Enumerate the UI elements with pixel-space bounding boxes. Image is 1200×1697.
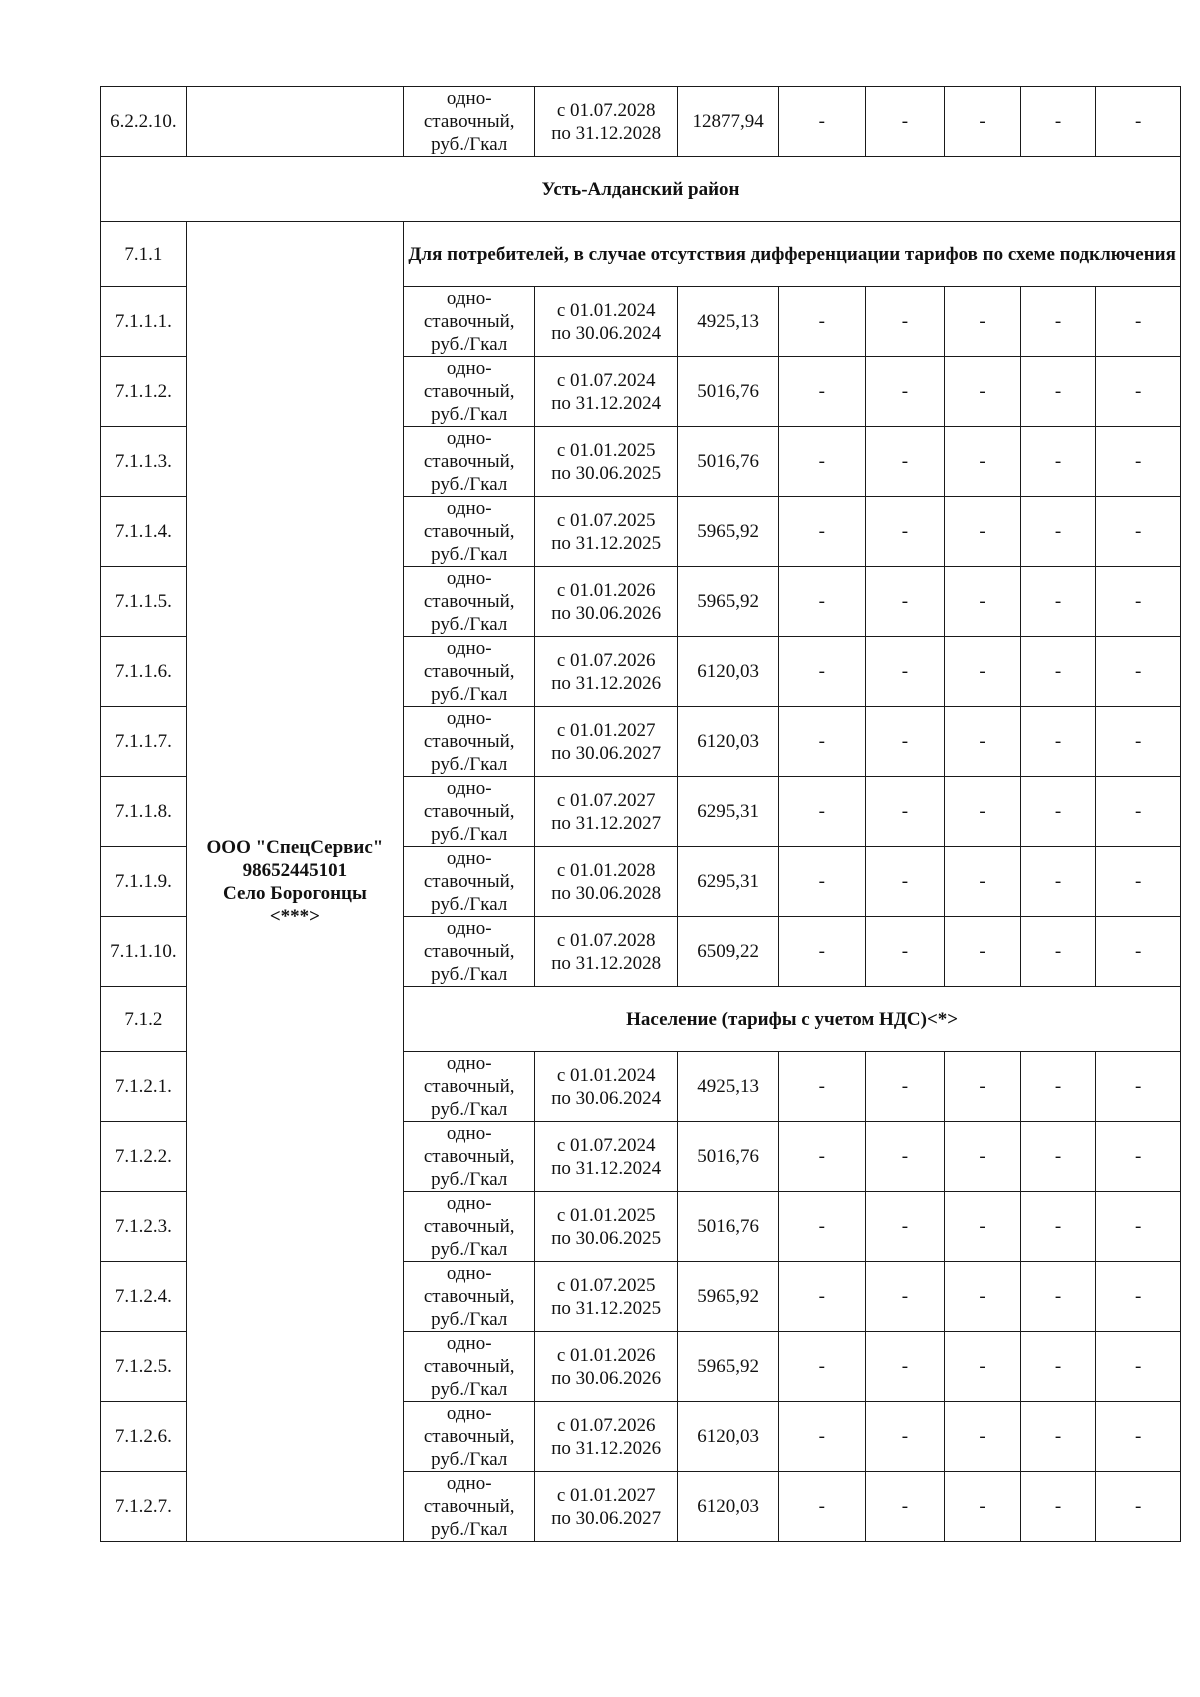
- period-line: по 31.12.2025: [551, 532, 662, 554]
- period-line: с 01.07.2025: [556, 509, 656, 531]
- period-cell: [535, 1192, 678, 1262]
- period-line: с 01.01.2028: [556, 859, 656, 881]
- row-number: 7.1.1.10.: [101, 917, 187, 987]
- row-number: 7.1.2.7.: [101, 1472, 187, 1542]
- empty-value-cell: -: [945, 1472, 1021, 1542]
- period-cell: [535, 567, 678, 637]
- empty-value-cell: -: [1096, 847, 1181, 917]
- empty-value-cell: -: [1020, 287, 1096, 357]
- row-number: 7.1.1.8.: [101, 777, 187, 847]
- period-line: с 01.01.2025: [556, 439, 656, 461]
- period-line: по 30.06.2026: [551, 1367, 662, 1389]
- empty-value-cell: -: [1020, 1262, 1096, 1332]
- tariff-value-cell: 4925,13: [678, 1052, 779, 1122]
- tariff-method-cell: [404, 1192, 535, 1262]
- method-line: руб./Гкал: [431, 754, 508, 775]
- organization-locality: Село Борогонцы: [223, 882, 367, 904]
- row-number: 7.1.1.5.: [101, 567, 187, 637]
- empty-value-cell: -: [778, 357, 865, 427]
- tariff-table: [100, 86, 1181, 1542]
- method-line: одно-: [446, 1263, 492, 1284]
- tariff-value-cell: 5016,76: [678, 1122, 779, 1192]
- method-line: руб./Гкал: [431, 1519, 508, 1540]
- empty-value-cell: -: [1096, 917, 1181, 987]
- method-line: ставочный,: [423, 451, 515, 472]
- period-cell: [535, 357, 678, 427]
- method-line: руб./Гкал: [431, 134, 508, 155]
- period-line: по 30.06.2025: [551, 1227, 662, 1249]
- empty-value-cell: -: [1096, 777, 1181, 847]
- empty-value-cell: -: [865, 917, 945, 987]
- period-line: по 31.12.2028: [551, 122, 662, 144]
- empty-value-cell: -: [778, 1052, 865, 1122]
- method-line: одно-: [446, 1053, 492, 1074]
- empty-value-cell: -: [1020, 637, 1096, 707]
- empty-value-cell: -: [1020, 497, 1096, 567]
- tariff-value-cell: 6120,03: [678, 707, 779, 777]
- empty-value-cell: -: [1020, 1052, 1096, 1122]
- method-line: ставочный,: [423, 521, 515, 542]
- method-line: ставочный,: [423, 661, 515, 682]
- method-line: руб./Гкал: [431, 894, 508, 915]
- empty-value-cell: -: [1096, 1262, 1181, 1332]
- period-cell: [535, 1472, 678, 1542]
- method-line: ставочный,: [423, 731, 515, 752]
- empty-value-cell: -: [865, 1472, 945, 1542]
- row-number: 7.1.1.7.: [101, 707, 187, 777]
- period-line: по 31.12.2024: [551, 392, 662, 414]
- empty-value-cell: -: [865, 777, 945, 847]
- method-line: ставочный,: [423, 941, 515, 962]
- tariff-method-cell: [404, 87, 535, 157]
- method-line: руб./Гкал: [431, 1309, 508, 1330]
- empty-value-cell: -: [1096, 497, 1181, 567]
- method-line: одно-: [446, 918, 492, 939]
- empty-value-cell: -: [1096, 1472, 1181, 1542]
- tariff-value-cell: 5016,76: [678, 427, 779, 497]
- empty-value-cell: -: [865, 87, 945, 157]
- tariff-value-cell: 5965,92: [678, 1262, 779, 1332]
- method-line: одно-: [446, 428, 492, 449]
- period-cell: [535, 1402, 678, 1472]
- empty-value-cell: -: [1020, 777, 1096, 847]
- empty-value-cell: -: [945, 427, 1021, 497]
- tariff-method-cell: [404, 1332, 535, 1402]
- period-line: по 30.06.2026: [551, 602, 662, 624]
- empty-value-cell: -: [778, 917, 865, 987]
- empty-value-cell: -: [778, 1402, 865, 1472]
- empty-value-cell: -: [1096, 287, 1181, 357]
- empty-value-cell: -: [1020, 567, 1096, 637]
- tariff-value-cell: 6120,03: [678, 637, 779, 707]
- empty-value-cell: -: [945, 777, 1021, 847]
- period-cell: [535, 917, 678, 987]
- method-line: руб./Гкал: [431, 824, 508, 845]
- empty-value-cell: -: [865, 497, 945, 567]
- period-line: с 01.07.2024: [556, 369, 656, 391]
- organization-note: <***>: [269, 905, 320, 927]
- period-line: с 01.07.2028: [556, 929, 656, 951]
- empty-value-cell: -: [865, 567, 945, 637]
- method-line: руб./Гкал: [431, 684, 508, 705]
- tariff-value-cell: 6295,31: [678, 847, 779, 917]
- period-cell: [535, 637, 678, 707]
- row-number: 7.1.2.2.: [101, 1122, 187, 1192]
- period-line: с 01.07.2027: [556, 789, 656, 811]
- organization-cell: [186, 87, 404, 157]
- tariff-method-cell: [404, 917, 535, 987]
- method-line: одно-: [446, 88, 492, 109]
- period-line: с 01.01.2027: [556, 1484, 656, 1506]
- period-cell: [535, 707, 678, 777]
- tariff-method-cell: [404, 287, 535, 357]
- empty-value-cell: -: [778, 567, 865, 637]
- period-line: по 31.12.2026: [551, 672, 662, 694]
- period-line: с 01.01.2024: [556, 1064, 656, 1086]
- period-cell: [535, 87, 678, 157]
- empty-value-cell: -: [945, 847, 1021, 917]
- period-line: с 01.07.2025: [556, 1274, 656, 1296]
- period-cell: [535, 1052, 678, 1122]
- empty-value-cell: -: [1096, 1122, 1181, 1192]
- tariff-value-cell: 5016,76: [678, 357, 779, 427]
- empty-value-cell: -: [1096, 567, 1181, 637]
- method-line: одно-: [446, 708, 492, 729]
- empty-value-cell: -: [1096, 1402, 1181, 1472]
- tariff-table-body: [101, 87, 1181, 1542]
- row-number: 7.1.1.1.: [101, 287, 187, 357]
- method-line: одно-: [446, 1403, 492, 1424]
- empty-value-cell: -: [1020, 847, 1096, 917]
- empty-value-cell: -: [1020, 1472, 1096, 1542]
- method-line: руб./Гкал: [431, 474, 508, 495]
- empty-value-cell: -: [1096, 637, 1181, 707]
- row-number: 7.1.2.4.: [101, 1262, 187, 1332]
- empty-value-cell: -: [1020, 427, 1096, 497]
- empty-value-cell: -: [865, 637, 945, 707]
- tariff-method-cell: [404, 497, 535, 567]
- organization-name: ООО "СпецСервис": [206, 836, 384, 858]
- period-line: с 01.01.2026: [556, 579, 656, 601]
- empty-value-cell: -: [945, 707, 1021, 777]
- row-number: 6.2.2.10.: [101, 87, 187, 157]
- method-line: ставочный,: [423, 1496, 515, 1517]
- tariff-value-cell: 6120,03: [678, 1402, 779, 1472]
- period-line: с 01.01.2026: [556, 1344, 656, 1366]
- method-line: одно-: [446, 288, 492, 309]
- empty-value-cell: -: [1096, 1192, 1181, 1262]
- empty-value-cell: -: [945, 917, 1021, 987]
- tariff-method-cell: [404, 1402, 535, 1472]
- row-number: 7.1.2.6.: [101, 1402, 187, 1472]
- empty-value-cell: -: [778, 1332, 865, 1402]
- group-header-row: [101, 222, 1181, 287]
- empty-value-cell: -: [778, 847, 865, 917]
- tariff-method-cell: [404, 1052, 535, 1122]
- method-line: руб./Гкал: [431, 544, 508, 565]
- empty-value-cell: -: [865, 1332, 945, 1402]
- row-number: 7.1.1.3.: [101, 427, 187, 497]
- period-line: по 31.12.2027: [551, 812, 662, 834]
- method-line: руб./Гкал: [431, 1169, 508, 1190]
- method-line: ставочный,: [423, 1146, 515, 1167]
- empty-value-cell: -: [945, 287, 1021, 357]
- empty-value-cell: -: [778, 497, 865, 567]
- method-line: руб./Гкал: [431, 1239, 508, 1260]
- empty-value-cell: -: [865, 427, 945, 497]
- method-line: ставочный,: [423, 871, 515, 892]
- row-number: 7.1.2.1.: [101, 1052, 187, 1122]
- empty-value-cell: -: [1096, 1052, 1181, 1122]
- empty-value-cell: -: [865, 1192, 945, 1262]
- empty-value-cell: -: [865, 1402, 945, 1472]
- empty-value-cell: -: [778, 707, 865, 777]
- period-line: по 30.06.2027: [551, 1507, 662, 1529]
- empty-value-cell: -: [1020, 1332, 1096, 1402]
- tariff-method-cell: [404, 847, 535, 917]
- method-line: ставочный,: [423, 1216, 515, 1237]
- empty-value-cell: -: [1020, 707, 1096, 777]
- method-line: одно-: [446, 498, 492, 519]
- empty-value-cell: -: [1020, 1192, 1096, 1262]
- period-line: по 31.12.2024: [551, 1157, 662, 1179]
- empty-value-cell: -: [945, 567, 1021, 637]
- empty-value-cell: -: [778, 427, 865, 497]
- period-line: по 30.06.2024: [551, 1087, 662, 1109]
- method-line: одно-: [446, 638, 492, 659]
- empty-value-cell: -: [945, 497, 1021, 567]
- empty-value-cell: -: [778, 287, 865, 357]
- method-line: ставочный,: [423, 311, 515, 332]
- method-line: руб./Гкал: [431, 334, 508, 355]
- method-line: одно-: [446, 778, 492, 799]
- empty-value-cell: -: [865, 847, 945, 917]
- tariff-value-cell: 12877,94: [678, 87, 779, 157]
- empty-value-cell: -: [945, 357, 1021, 427]
- tariff-value-cell: 5965,92: [678, 497, 779, 567]
- empty-value-cell: -: [778, 87, 865, 157]
- empty-value-cell: -: [945, 1052, 1021, 1122]
- group-title: Население (тарифы с учетом НДС)<*>: [404, 987, 1181, 1052]
- period-line: с 01.07.2028: [556, 99, 656, 121]
- method-line: ставочный,: [423, 111, 515, 132]
- empty-value-cell: -: [778, 1262, 865, 1332]
- period-cell: [535, 287, 678, 357]
- empty-value-cell: -: [778, 777, 865, 847]
- empty-value-cell: -: [945, 87, 1021, 157]
- empty-value-cell: -: [1096, 87, 1181, 157]
- empty-value-cell: -: [778, 1192, 865, 1262]
- method-line: руб./Гкал: [431, 964, 508, 985]
- method-line: ставочный,: [423, 381, 515, 402]
- group-title: Для потребителей, в случае отсутствия дифференциации тарифов по схеме подключения: [404, 222, 1181, 287]
- table-row: [101, 87, 1181, 157]
- period-line: по 30.06.2025: [551, 462, 662, 484]
- period-cell: [535, 1122, 678, 1192]
- organization-inn: 98652445101: [242, 859, 348, 881]
- district-name: Усть-Алданский район: [101, 157, 1181, 222]
- period-line: по 30.06.2024: [551, 322, 662, 344]
- group-number: 7.1.1: [101, 222, 187, 287]
- empty-value-cell: -: [1096, 1332, 1181, 1402]
- empty-value-cell: -: [1096, 427, 1181, 497]
- row-number: 7.1.1.4.: [101, 497, 187, 567]
- empty-value-cell: -: [865, 1052, 945, 1122]
- method-line: ставочный,: [423, 1356, 515, 1377]
- empty-value-cell: -: [865, 357, 945, 427]
- tariff-method-cell: [404, 1262, 535, 1332]
- empty-value-cell: -: [778, 637, 865, 707]
- organization-cell: [186, 222, 404, 1542]
- tariff-method-cell: [404, 567, 535, 637]
- empty-value-cell: -: [945, 1332, 1021, 1402]
- period-cell: [535, 1262, 678, 1332]
- tariff-method-cell: [404, 777, 535, 847]
- empty-value-cell: -: [865, 1122, 945, 1192]
- empty-value-cell: -: [865, 287, 945, 357]
- empty-value-cell: -: [945, 1192, 1021, 1262]
- method-line: руб./Гкал: [431, 1099, 508, 1120]
- empty-value-cell: -: [1096, 707, 1181, 777]
- empty-value-cell: -: [945, 1262, 1021, 1332]
- period-cell: [535, 497, 678, 567]
- empty-value-cell: -: [945, 1122, 1021, 1192]
- period-line: с 01.01.2027: [556, 719, 656, 741]
- period-line: с 01.07.2026: [556, 649, 656, 671]
- method-line: одно-: [446, 568, 492, 589]
- method-line: одно-: [446, 1473, 492, 1494]
- tariff-value-cell: 6120,03: [678, 1472, 779, 1542]
- tariff-method-cell: [404, 707, 535, 777]
- row-number: 7.1.1.6.: [101, 637, 187, 707]
- method-line: ставочный,: [423, 1426, 515, 1447]
- tariff-value-cell: 5965,92: [678, 567, 779, 637]
- method-line: одно-: [446, 1193, 492, 1214]
- method-line: ставочный,: [423, 1076, 515, 1097]
- district-header-row: [101, 157, 1181, 222]
- period-line: по 31.12.2028: [551, 952, 662, 974]
- empty-value-cell: -: [778, 1472, 865, 1542]
- tariff-method-cell: [404, 427, 535, 497]
- tariff-value-cell: 6509,22: [678, 917, 779, 987]
- empty-value-cell: -: [778, 1122, 865, 1192]
- tariff-value-cell: 6295,31: [678, 777, 779, 847]
- tariff-method-cell: [404, 357, 535, 427]
- tariff-value-cell: 5965,92: [678, 1332, 779, 1402]
- method-line: ставочный,: [423, 801, 515, 822]
- empty-value-cell: -: [865, 1262, 945, 1332]
- group-number: 7.1.2: [101, 987, 187, 1052]
- period-line: по 30.06.2028: [551, 882, 662, 904]
- period-line: по 31.12.2025: [551, 1297, 662, 1319]
- period-line: с 01.07.2024: [556, 1134, 656, 1156]
- tariff-method-cell: [404, 1122, 535, 1192]
- period-line: по 30.06.2027: [551, 742, 662, 764]
- period-cell: [535, 777, 678, 847]
- empty-value-cell: -: [1020, 1122, 1096, 1192]
- method-line: одно-: [446, 1333, 492, 1354]
- period-line: с 01.07.2026: [556, 1414, 656, 1436]
- empty-value-cell: -: [1020, 917, 1096, 987]
- row-number: 7.1.2.5.: [101, 1332, 187, 1402]
- empty-value-cell: -: [1096, 357, 1181, 427]
- method-line: руб./Гкал: [431, 1379, 508, 1400]
- empty-value-cell: -: [945, 1402, 1021, 1472]
- tariff-value-cell: 4925,13: [678, 287, 779, 357]
- empty-value-cell: -: [1020, 87, 1096, 157]
- method-line: одно-: [446, 1123, 492, 1144]
- method-line: ставочный,: [423, 1286, 515, 1307]
- method-line: руб./Гкал: [431, 404, 508, 425]
- period-line: с 01.01.2024: [556, 299, 656, 321]
- period-line: с 01.01.2025: [556, 1204, 656, 1226]
- tariff-value-cell: 5016,76: [678, 1192, 779, 1262]
- period-cell: [535, 1332, 678, 1402]
- empty-value-cell: -: [1020, 357, 1096, 427]
- tariff-method-cell: [404, 637, 535, 707]
- method-line: одно-: [446, 848, 492, 869]
- method-line: руб./Гкал: [431, 614, 508, 635]
- tariff-method-cell: [404, 1472, 535, 1542]
- row-number: 7.1.2.3.: [101, 1192, 187, 1262]
- period-cell: [535, 427, 678, 497]
- empty-value-cell: -: [1020, 1402, 1096, 1472]
- row-number: 7.1.1.2.: [101, 357, 187, 427]
- row-number: 7.1.1.9.: [101, 847, 187, 917]
- period-cell: [535, 847, 678, 917]
- empty-value-cell: -: [945, 637, 1021, 707]
- period-line: по 31.12.2026: [551, 1437, 662, 1459]
- empty-value-cell: -: [865, 707, 945, 777]
- method-line: ставочный,: [423, 591, 515, 612]
- method-line: одно-: [446, 358, 492, 379]
- method-line: руб./Гкал: [431, 1449, 508, 1470]
